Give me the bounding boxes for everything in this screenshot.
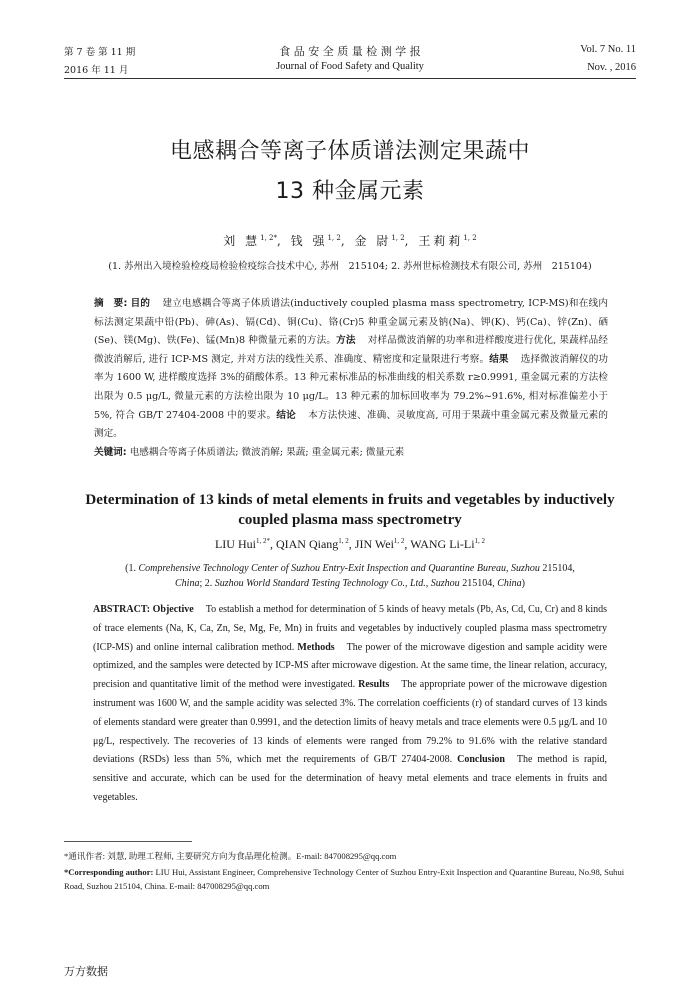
affil-en-zip1: 215104,	[539, 563, 575, 574]
footnote-cn-label: *通讯作者:	[64, 851, 106, 861]
author-cn-affil: 1, 2	[327, 234, 341, 242]
footnote-en-text: LIU Hui, Assistant Engineer, Comprehensive Technology Center of Suzhou Entry-Exit Inspection and Quarantine Bureau, No.98, Suhui Road, Suzhou 215104, China. E-mail: 847008295@qq.com	[64, 867, 625, 891]
abstract-en-label: ABSTRACT: Objective	[93, 604, 194, 615]
journal-name-cn: 食 品 安 全 质 量 检 测 学 报	[279, 45, 421, 58]
affil-en-inst1: Comprehensive Technology Center of Suzhou Entry-Exit Inspection and Quarantine Bureau, Suzhou	[138, 563, 540, 574]
author-en: LIU Hui	[214, 537, 256, 551]
abstract-cn	[94, 295, 608, 462]
author-en-affil: 1, 2*	[255, 537, 270, 545]
results-en-label: Results	[358, 679, 390, 691]
affil-en-open: (1.	[125, 563, 139, 574]
keywords-cn-text: 电感耦合等离子体质谱法; 微波消解; 果蔬; 重金属元素; 微量元素	[129, 446, 405, 458]
affiliation-en	[100, 562, 600, 591]
title-en: Determination of 13 kinds of metal elements in fruits and vegetables by inductively coupled plasma mass spectrometry	[85, 492, 615, 528]
footnote-rule	[64, 841, 192, 842]
author-en: QIAN Qiang	[275, 537, 339, 551]
affil-en-zip2: 215104,	[459, 577, 498, 589]
results-en-text: The appropriate power of the microwave digestion instrument was 1600 W, and the sample acidity was selected 3%. The correlation coefficients (r) of standard curves of 13 kinds of elements standard were greater than 0.9991, and the detection limits of heavy metals and trace elements were 0.5 μg/L and 10 μg/L, respectively. The recoveries of 13 kinds of elements were ranged from 79.2% to 91.6% with the relative standard deviations (RSDs) less than 5%, which met the requirements of GB/T 27404-2008.	[93, 679, 607, 766]
author-sep: ,	[348, 537, 355, 551]
author-sep: ,	[276, 234, 284, 248]
objective-en-text: To establish a method for determination of 5 kinds of heavy metals (Pb, As, Cd, Cu, Cr) and 8 kinds of trace elements (Na, K, Ca, Zn, Se, Mg, Fe, Mn) in fruits and vegetables by inductively coupled plasma mass spectrometry (ICP-MS) and online internal calibration method.	[93, 604, 608, 653]
objective-cn-label: 目的	[130, 298, 151, 309]
date-cn: 2016 年 11 月	[64, 65, 129, 76]
author-en-affil: 1, 2	[338, 537, 349, 545]
volume-issue-cn: 第 7 卷 第 11 期	[64, 47, 136, 58]
author-cn: 王莉莉	[418, 234, 464, 248]
header-rule	[64, 78, 636, 79]
footnote-cn-text: 刘慧, 助理工程师, 主要研究方向为食品理化检测。E-mail: 847008295@qq.com	[107, 851, 397, 861]
conclusion-cn-label: 结论	[276, 409, 296, 421]
authors-en	[0, 537, 700, 552]
affil-en-country1: China	[175, 577, 200, 589]
title-cn-line1: 电感耦合等离子体质谱法测定果蔬中	[169, 139, 530, 164]
affil-en-country2: China	[497, 577, 522, 589]
affiliation-cn: (1. 苏州出入境检验检疫局检验检疫综合技术中心, 苏州 215104; 2. 苏州世标检测技术有限公司, 苏州 215104)	[108, 261, 592, 272]
objective-cn-text: 建立电感耦合等离子体质谱法(inductively coupled plasma mass spectrometry, ICP-MS)和在线内标法测定果蔬中铅(Pb)、砷(As)、镉(Cd)、铜(Cu)、铬(Cr)5 种重金属元素及钠(Na)、钾(K)、钙(Ca)、锌(Zn)、硒(Se)、镁(Mg)、铁(Fe)、锰(Mn)8 种微量元素的方法。	[94, 298, 608, 347]
footnote-en	[64, 865, 636, 893]
conclusion-cn-text: 本方法快速、准确、灵敏度高, 可用于果蔬中重金属元素及微量元素的测定。	[94, 409, 609, 440]
abstract-en	[93, 601, 607, 808]
author-cn: 钱 强	[290, 234, 328, 248]
authors-cn	[0, 232, 700, 249]
methods-en-label: Methods	[297, 641, 335, 653]
author-en-affil: 1, 2	[393, 537, 405, 545]
date-en: Nov. , 2016	[587, 62, 636, 73]
footnote-cn	[64, 849, 636, 863]
affil-en-mid: ; 2.	[199, 577, 215, 589]
affil-en-close: )	[521, 577, 525, 589]
footnote-en-label: *Corresponding author:	[64, 867, 154, 877]
volume-issue-en: Vol. 7 No. 11	[580, 44, 636, 55]
keywords-cn-label: 关键词:	[94, 446, 127, 458]
author-cn-affil: 1, 2	[463, 234, 477, 242]
results-cn-text: 选择微波消解仪的功率为 1600 W, 进样酸度选择 3%的硝酸体系。13 种元素标准品的标准曲线的相关系数 r≥0.9991, 重金属元素的方法检出限为 0.5 μg/L, 微量元素的方法检出限为 10 μg/L。13 种元素的加标回收率为 79.2%~91.6%, 相对标准偏差小于 5%, 符合 GB/T 27404-2008 中的要求。	[94, 353, 609, 421]
author-cn: 金 尉	[354, 234, 392, 248]
abstract-cn-label: 摘 要:	[94, 298, 128, 309]
author-cn-affil: 1, 2*	[260, 234, 277, 242]
title-cn-line2: 13 种金属元素	[275, 179, 425, 204]
results-cn-label: 结果	[489, 353, 509, 365]
methods-cn-label: 方法	[336, 335, 356, 347]
author-sep: ,	[404, 234, 412, 248]
conclusion-en-label: Conclusion	[457, 754, 505, 766]
author-sep: ,	[269, 537, 276, 551]
author-sep: ,	[404, 537, 411, 551]
author-sep: ,	[340, 234, 348, 248]
methods-cn-text: 对样品微波消解的功率和进样酸度进行优化, 果蔬样品经微波消解后, 进行 ICP-MS 测定, 并对方法的线性关系、准确度、精密度和定量限进行考察。	[94, 335, 608, 365]
journal-name-en: Journal of Food Safety and Quality	[276, 61, 424, 72]
affil-en-inst2: Suzhou World Standard Testing Technology Co., Ltd., Suzhou	[214, 577, 460, 589]
author-cn: 刘 慧	[223, 234, 261, 248]
wanfang-watermark: 万方数据	[64, 965, 108, 978]
author-en-affil: 1, 2	[474, 537, 486, 545]
author-cn-affil: 1, 2	[391, 234, 405, 242]
methods-en-text: The power of the microwave digestion and sample acidity were optimized, and the samples were detected by ICP-MS after microwave digestion. At the same time, the linear relation, accuracy, precision and quantitative limit of the method were investigated.	[93, 641, 608, 691]
conclusion-en-text: The method is rapid, sensitive and accurate, which can be used for the determination of heavy metal elements and trace elements in fruits and vegetables.	[93, 754, 608, 803]
author-en: JIN Wei	[354, 537, 394, 551]
author-en: WANG Li-Li	[410, 537, 475, 551]
